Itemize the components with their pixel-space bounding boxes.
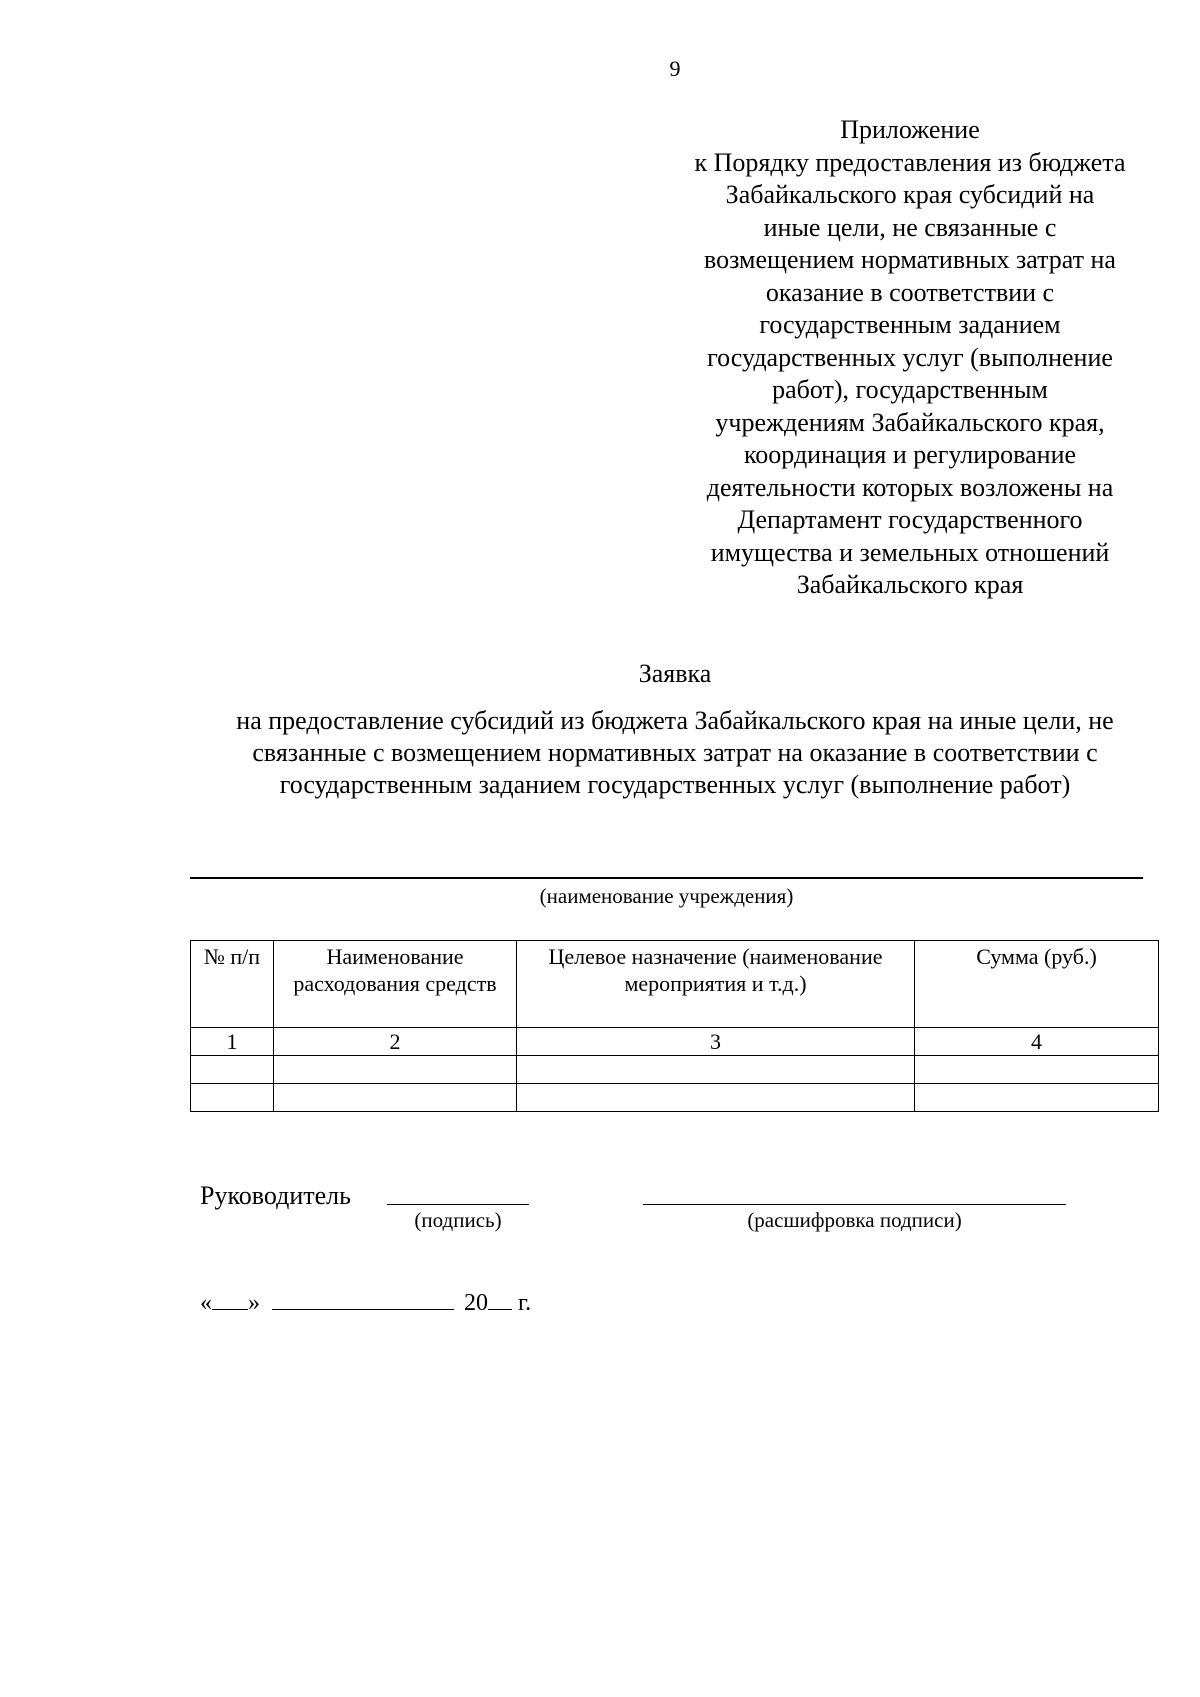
column-number: 3: [517, 1028, 915, 1056]
institution-name-caption: (наименование учреждения): [539, 884, 794, 908]
appendix-line: к Порядку предоставления из бюджета: [694, 147, 1126, 177]
header-purpose: Целевое назначение (наименование мероприятия и т.д.): [517, 941, 915, 1028]
appendix-line: оказание в соответствии с: [765, 277, 1055, 307]
request-subtitle-line: на предоставление субсидий из бюджета Забайкальского края на иные цели, не: [236, 706, 1114, 735]
appendix-line: учреждениям Забайкальского края,: [715, 407, 1105, 437]
appendix-line: работ), государственным: [772, 375, 1048, 404]
table-row: [191, 1084, 1159, 1112]
appendix-line: деятельности которых возложены на: [706, 472, 1114, 502]
table-cell[interactable]: [915, 1056, 1159, 1084]
appendix-line: Департамент государственного: [737, 505, 1083, 534]
date-year-suffix: г.: [518, 1290, 532, 1316]
request-title: Заявка: [638, 659, 712, 688]
appendix-line: Забайкальского края субсидий на: [725, 180, 1095, 209]
appendix-line: возмещением нормативных затрат на: [704, 245, 1116, 274]
appendix-line: координация и регулирование: [743, 440, 1077, 469]
appendix-line: государственных услуг (выполнение: [707, 342, 1113, 372]
column-number: 2: [274, 1028, 517, 1056]
signer-label: Руководитель: [200, 1181, 351, 1210]
table-cell[interactable]: [274, 1056, 517, 1084]
signature-decoding-caption: (расшифровка подписи): [747, 1208, 962, 1232]
appendix-line: Приложение: [840, 115, 980, 144]
appendix-line: государственным заданием: [759, 310, 1061, 339]
institution-name-line[interactable]: [190, 877, 1143, 879]
date-day-blank[interactable]: [212, 1289, 248, 1310]
date-year-prefix: 20: [464, 1290, 488, 1316]
table-header-row: [191, 941, 1159, 1028]
table-row: [191, 1056, 1159, 1084]
appendix-line: имущества и земельных отношений: [710, 537, 1110, 567]
header-expense-name: Наименование расходования средств: [274, 941, 517, 1028]
signature-decoding-line[interactable]: [643, 1204, 1066, 1205]
date-line: [200, 1289, 531, 1317]
appendix-block: [640, 114, 1180, 602]
table-cell[interactable]: [191, 1056, 274, 1084]
date-close-quote: »: [248, 1290, 260, 1316]
column-number: 1: [191, 1028, 274, 1056]
table-cell[interactable]: [517, 1084, 915, 1112]
table-cell[interactable]: [191, 1084, 274, 1112]
request-subtitle-line: государственным заданием государственных услуг (выполнение работ): [279, 770, 1071, 799]
table-column-numbers-row: [191, 1028, 1159, 1056]
date-month-blank[interactable]: [272, 1289, 454, 1310]
table-cell[interactable]: [274, 1084, 517, 1112]
table-cell[interactable]: [517, 1056, 915, 1084]
request-subtitle: [180, 705, 1170, 801]
appendix-line: Забайкальского края: [796, 570, 1024, 599]
column-number: 4: [915, 1028, 1159, 1056]
date-year-blank[interactable]: [488, 1289, 512, 1310]
header-number: № п/п: [191, 941, 274, 1028]
table-cell[interactable]: [915, 1084, 1159, 1112]
date-open-quote: «: [200, 1290, 212, 1316]
header-amount: Сумма (руб.): [915, 941, 1159, 1028]
expenses-table: [190, 940, 1159, 1112]
signature-line[interactable]: [387, 1204, 529, 1205]
page-number: 9: [669, 56, 681, 81]
appendix-line: иные цели, не связанные с: [763, 212, 1057, 242]
request-subtitle-line: связанные с возмещением нормативных затрат на оказание в соответствии с: [252, 738, 1098, 767]
signature-caption: (подпись): [414, 1208, 502, 1232]
